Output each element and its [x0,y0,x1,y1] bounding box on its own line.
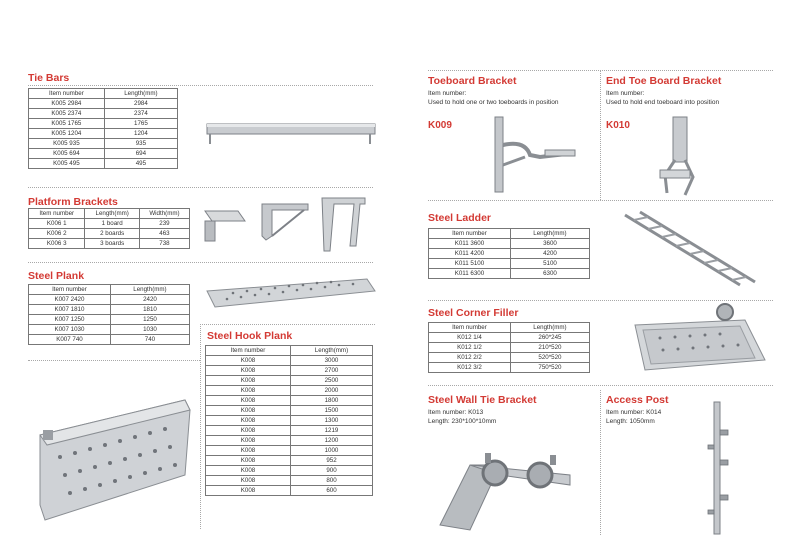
table-row [29,139,178,149]
table-cell: 1219 [290,426,372,436]
table-cell: 694 [104,149,177,159]
table-cell: 935 [104,139,177,149]
table-cell: 2500 [290,376,372,386]
table-cell: 1500 [290,406,372,416]
table-cell: K008 [206,416,291,426]
table-cell: 239 [139,219,189,229]
table-cell: 3000 [290,356,372,366]
platform-brackets-section [28,196,118,208]
table-cell: K007 1250 [29,315,111,325]
end-toe-board-bracket-image [655,115,705,200]
table-row [29,119,178,129]
toeboard-bracket-title: Toeboard Bracket [428,75,517,87]
table-cell: K012 1/4 [429,333,511,343]
table-cell: K008 [206,376,291,386]
table-header-row [29,89,178,99]
divider [200,324,375,325]
table-cell: 1765 [104,119,177,129]
end-toe-board-bracket-description: Used to hold end toeboard into position [606,99,720,106]
tie-bars-table [28,88,178,169]
column-header: Length(mm) [510,229,589,239]
table-row [29,99,178,109]
table-cell: 2984 [104,99,177,109]
column-header: Length(mm) [510,323,589,333]
table-cell: K005 1765 [29,119,105,129]
end-toe-board-bracket-code: K010 [606,120,630,131]
table-row [206,476,373,486]
platform-brackets-title: Platform Brackets [28,196,118,208]
table-cell: K005 694 [29,149,105,159]
table-row [29,335,190,345]
tie-bars-section [28,72,69,84]
end-toe-board-bracket-title: End Toe Board Bracket [606,75,722,87]
table-cell: 1250 [110,315,189,325]
table-cell: 4200 [510,249,589,259]
toeboard-bracket-description: Used to hold one or two toeboards in position [428,99,559,106]
table-cell: K008 [206,366,291,376]
table-cell: K008 [206,456,291,466]
access-post-section [606,394,668,426]
table-row [29,239,190,249]
table-cell: 2 boards [85,229,139,239]
table-cell: K008 [206,446,291,456]
steel-corner-filler-section [428,307,518,319]
access-post-item-number: Item number: K014 [606,409,662,416]
table-cell: K008 [206,386,291,396]
table-cell: 1300 [290,416,372,426]
table-row [206,386,373,396]
column-header: Item number [29,209,85,219]
column-header: Item number [29,285,111,295]
steel-ladder-table [428,228,590,279]
column-header: Width(mm) [139,209,189,219]
column-header: Item number [29,89,105,99]
table-cell: 1000 [290,446,372,456]
table-row [206,406,373,416]
access-post-title: Access Post [606,394,669,406]
table-row [429,353,590,363]
steel-hook-plank-section [207,330,292,342]
steel-ladder-section [428,212,491,224]
table-row [206,446,373,456]
table-row [206,416,373,426]
table-cell: 2374 [104,109,177,119]
steel-hook-plank-title: Steel Hook Plank [207,330,293,342]
table-cell: 463 [139,229,189,239]
divider [28,262,373,263]
steel-plank-title: Steel Plank [28,270,85,282]
table-cell: 1 board [85,219,139,229]
table-row [29,305,190,315]
steel-wall-tie-bracket-section [428,394,537,426]
column-header: Length(mm) [290,346,372,356]
table-row [206,356,373,366]
table-row [429,259,590,269]
toeboard-bracket-code: K009 [428,120,452,131]
table-cell: 1200 [290,436,372,446]
end-toe-board-bracket-section [606,75,721,107]
table-cell: 260*245 [510,333,589,343]
table-row [429,333,590,343]
table-row [206,456,373,466]
divider-vertical [600,70,601,200]
table-cell: K007 2420 [29,295,111,305]
table-cell: 952 [290,456,372,466]
table-cell: K011 3600 [429,239,511,249]
table-cell: K007 1030 [29,325,111,335]
table-cell: K008 [206,406,291,416]
toeboard-bracket-image [485,115,585,195]
steel-corner-filler-title: Steel Corner Filler [428,307,519,319]
table-cell: K012 3/2 [429,363,511,373]
table-row [429,343,590,353]
table-cell: 900 [290,466,372,476]
table-cell: K006 2 [29,229,85,239]
access-post-length: Length: 1050mm [606,418,655,425]
table-cell: 600 [290,486,372,496]
table-row [429,269,590,279]
toeboard-bracket-item-label: Item number: [428,90,467,97]
table-cell: 738 [139,239,189,249]
steel-wall-tie-bracket-image [430,445,595,537]
steel-hook-plank-image [35,395,195,535]
table-cell: K006 3 [29,239,85,249]
table-cell: 1204 [104,129,177,139]
table-cell: K005 1204 [29,129,105,139]
table-header-row [206,346,373,356]
table-cell: 520*520 [510,353,589,363]
table-cell: 3 boards [85,239,139,249]
steel-wall-tie-bracket-length: Length: 230*100*10mm [428,418,497,425]
steel-hook-plank-table [205,345,373,496]
table-cell: 740 [110,335,189,345]
table-row [206,366,373,376]
table-header-row [29,209,190,219]
table-cell: 2000 [290,386,372,396]
table-row [429,249,590,259]
table-row [206,396,373,406]
table-cell: 1800 [290,396,372,406]
tie-bars-title: Tie Bars [28,72,70,84]
divider [428,200,773,201]
table-row [206,376,373,386]
table-cell: K008 [206,426,291,436]
toeboard-bracket-section [428,75,558,107]
table-cell: K008 [206,486,291,496]
table-cell: K005 2984 [29,99,105,109]
table-row [206,486,373,496]
column-header: Length(mm) [85,209,139,219]
steel-plank-section [28,270,84,282]
table-cell: K007 740 [29,335,111,345]
table-cell: K008 [206,466,291,476]
table-cell: K008 [206,476,291,486]
table-header-row [429,229,590,239]
table-row [29,219,190,229]
table-row [29,109,178,119]
divider [428,385,773,386]
table-cell: K012 1/2 [429,343,511,353]
divider-vertical [200,324,201,529]
table-cell: K005 935 [29,139,105,149]
table-row [29,229,190,239]
table-cell: 5100 [510,259,589,269]
table-cell: K008 [206,356,291,366]
table-cell: K006 1 [29,219,85,229]
steel-plank-image [205,277,377,311]
table-cell: 2700 [290,366,372,376]
table-row [29,295,190,305]
table-cell: K011 4200 [429,249,511,259]
end-toe-board-bracket-item-label: Item number: [606,90,645,97]
table-cell: K005 495 [29,159,105,169]
table-cell: 750*520 [510,363,589,373]
table-cell: K011 6300 [429,269,511,279]
table-cell: K012 2/2 [429,353,511,363]
table-cell: 6300 [510,269,589,279]
table-cell: 1030 [110,325,189,335]
table-cell: 800 [290,476,372,486]
table-row [429,239,590,249]
access-post-image [700,400,740,538]
platform-brackets-table [28,208,190,249]
divider [28,360,200,361]
column-header: Item number [429,229,511,239]
divider [28,85,373,86]
table-cell: 1810 [110,305,189,315]
divider [28,187,373,188]
steel-wall-tie-bracket-title: Steel Wall Tie Bracket [428,394,537,406]
table-row [29,159,178,169]
table-cell: 210*520 [510,343,589,353]
table-row [206,436,373,446]
table-cell: 2420 [110,295,189,305]
table-header-row [429,323,590,333]
tie-bar-image [205,118,377,148]
steel-ladder-image [620,210,760,295]
steel-corner-filler-image [625,300,770,380]
column-header: Length(mm) [104,89,177,99]
table-cell: K008 [206,436,291,446]
platform-bracket-image [200,196,375,256]
table-cell: 495 [104,159,177,169]
table-row [29,149,178,159]
table-header-row [29,285,190,295]
table-row [29,325,190,335]
table-row [29,315,190,325]
table-row [429,363,590,373]
table-cell: K008 [206,396,291,406]
table-cell: K011 5100 [429,259,511,269]
table-cell: K005 2374 [29,109,105,119]
steel-plank-table [28,284,190,345]
table-row [206,466,373,476]
steel-corner-filler-table [428,322,590,373]
steel-wall-tie-bracket-item-number: Item number: K013 [428,409,484,416]
table-cell: 3600 [510,239,589,249]
column-header: Item number [206,346,291,356]
table-row [206,426,373,436]
column-header: Item number [429,323,511,333]
steel-ladder-title: Steel Ladder [428,212,492,224]
column-header: Length(mm) [110,285,189,295]
table-cell: K007 1810 [29,305,111,315]
divider-vertical [600,390,601,535]
table-row [29,129,178,139]
